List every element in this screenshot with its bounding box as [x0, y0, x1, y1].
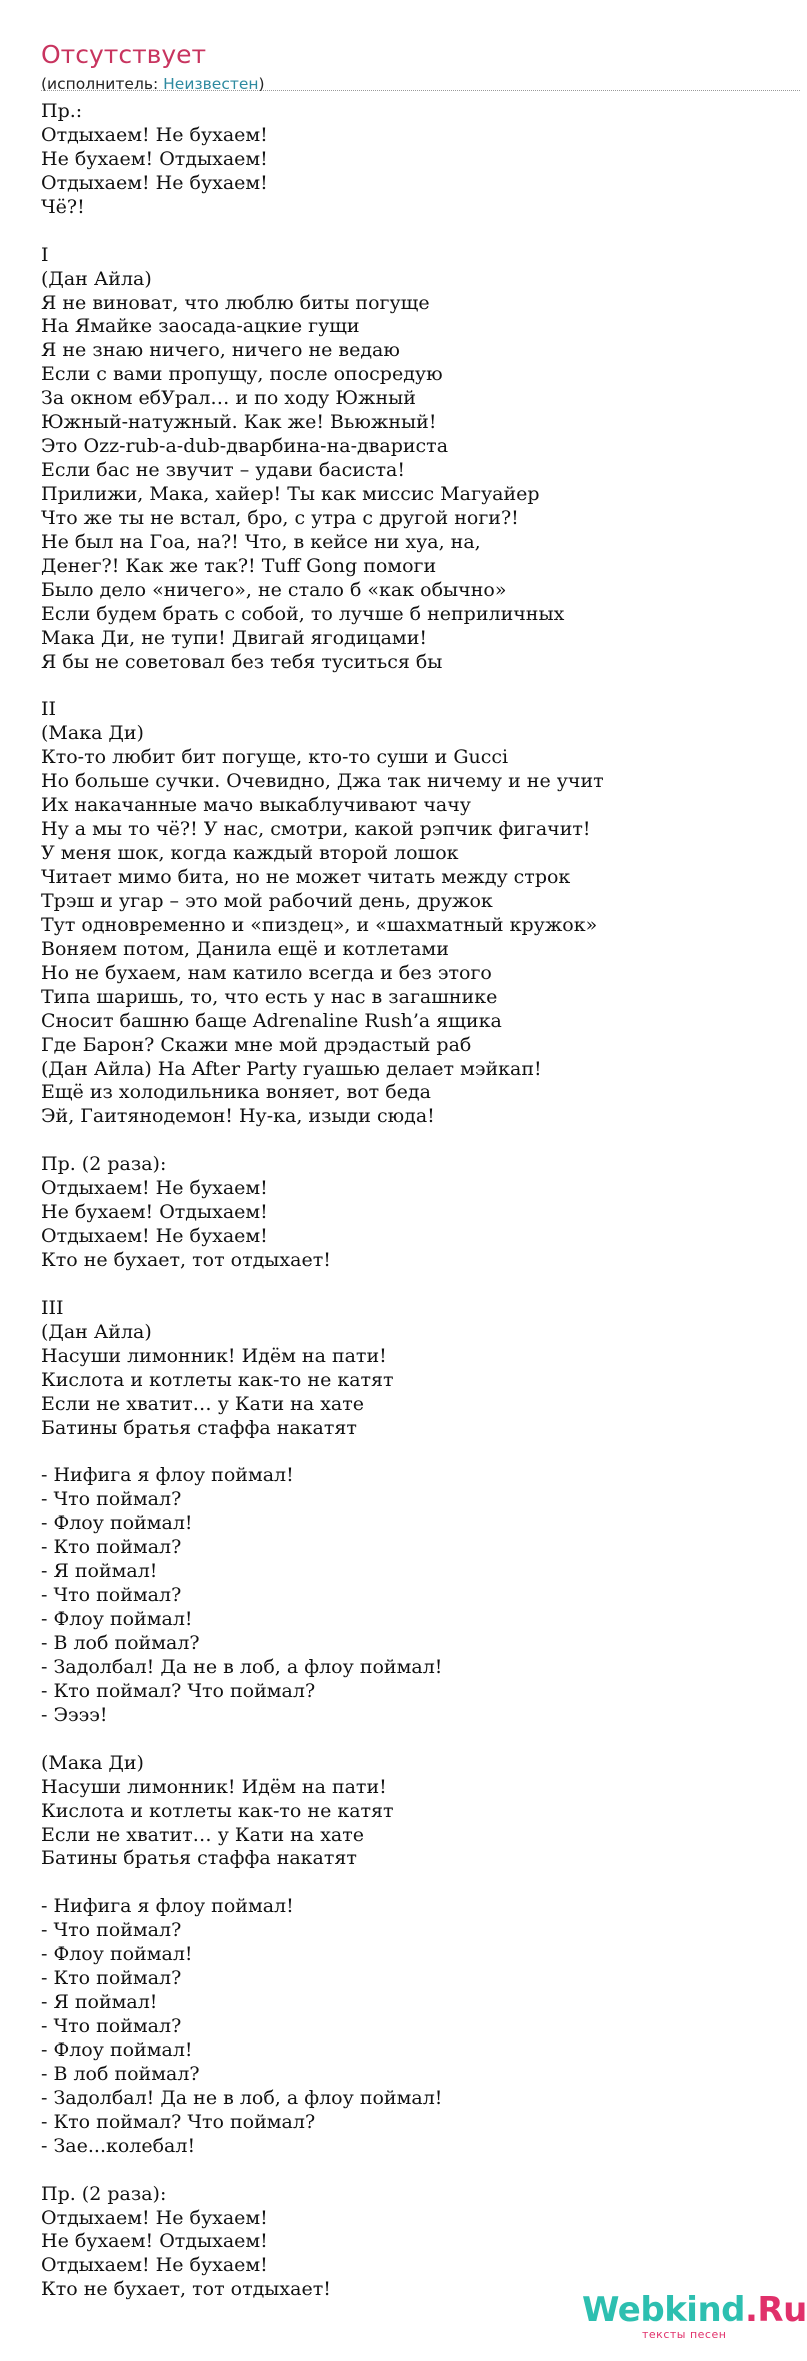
lyric-line: Читает мимо бита, но не может читать между строк [41, 866, 571, 888]
webkind-logo[interactable] [582, 2290, 807, 2350]
lyric-line: - Задолбал! Да не в лоб, а флоу поймал! [41, 2086, 443, 2109]
lyric-line: Насуши лимонник! Идём на пати! [41, 1344, 387, 1367]
lyric-line: (Дан Айла) [41, 267, 152, 290]
lyric-line: Южный-натужный. Как же! Вьюжный! [41, 411, 437, 434]
lyric-line: - В лоб поймал? [41, 1632, 200, 1654]
lyric-line: (Мака Ди) [41, 1751, 144, 1774]
lyric-line: Не бухаем! Отдыхаем! [41, 147, 268, 170]
lyric-line: - Что поймал? [41, 1488, 182, 1511]
lyric-line: Я бы не советовал без тебя туситься бы [41, 650, 443, 673]
lyric-line: Их накачанные мачо выкаблучивают чачу [41, 794, 471, 817]
lyric-line: Насуши лимонник! Идём на пати! [41, 1775, 387, 1798]
lyric-line: - Задолбал! Да не в лоб, а флоу поймал! [41, 1655, 443, 1678]
lyric-line: Типа шаришь, то, что есть у нас в загашнике [41, 985, 498, 1008]
lyric-line: Тут одновременно и «пиздец», и «шахматный кружок» [41, 913, 598, 936]
logo-main-text: Webkind [582, 2290, 745, 2330]
lyric-line [41, 2159, 791, 2183]
logo-suffix: .Ru [745, 2290, 807, 2330]
header-divider [41, 90, 800, 91]
lyric-line: Воняем потом, Данила ещё и котлетами [41, 937, 449, 960]
lyric-line: Пр. (2 раза): [41, 2182, 167, 2205]
lyric-line: Было дело «ничего», не стало б «как обычно» [41, 578, 507, 601]
lyric-line: Отдыхаем! Не бухаем! [41, 171, 268, 194]
lyric-line: Что же ты не встал, бро, с утра с другой ноги?! [41, 506, 519, 529]
lyric-line: - Я поймал! [41, 1560, 158, 1583]
lyric-line [41, 675, 791, 699]
lyric-line: - В лоб поймал? [41, 2062, 200, 2085]
lyric-line: Батины братья стаффа накатят [41, 1416, 357, 1439]
lyric-line: - Кто поймал? [41, 1536, 182, 1559]
lyric-line: II [41, 698, 57, 721]
logo-tagline: тексты песен [642, 2328, 727, 2341]
lyric-line: Если будем брать с собой, то лучше б неприличных [41, 602, 565, 625]
lyric-line: Кислота и котлеты как-то не катят [41, 1799, 394, 1822]
lyric-line: Мака Ди, не тупи! Двигай ягодицами! [41, 626, 428, 649]
song-header [41, 40, 801, 94]
lyric-line: Если с вами пропущу, после опосредую [41, 363, 443, 386]
lyrics-text [41, 100, 791, 2302]
lyric-line: Ещё из холодильника воняет, вот беда [41, 1081, 431, 1104]
lyric-line: I [41, 243, 49, 266]
lyric-line: Сносит башню баще Adrenaline Rush’а ящика [41, 1009, 502, 1032]
lyric-line: - Нифига я флоу поймал! [41, 1464, 294, 1487]
artist-link[interactable]: Неизвестен [163, 75, 259, 93]
lyric-line: III [41, 1296, 64, 1319]
lyric-line: (Дан Айла) [41, 1320, 152, 1343]
lyric-line: Если не хватит… у Кати на хате [41, 1823, 364, 1846]
lyric-line [41, 1129, 791, 1153]
lyric-line: Где Барон? Скажи мне мой дрэдастый раб [41, 1033, 472, 1056]
lyric-line: Чё?! [41, 195, 85, 218]
lyric-line: - Флоу поймал! [41, 1608, 193, 1631]
lyric-line: - Зае...колебал! [41, 2134, 196, 2157]
lyric-line: Я не знаю ничего, ничего не ведаю [41, 339, 400, 362]
lyric-line [41, 220, 791, 244]
lyric-line: Отдыхаем! Не бухаем! [41, 123, 268, 146]
lyric-line: - Флоу поймал! [41, 2038, 193, 2061]
lyric-line: Отдыхаем! Не бухаем! [41, 2206, 268, 2229]
lyric-line: (Дан Айла) На After Party гуашью делает мэйкап! [41, 1057, 542, 1080]
lyric-line: - Нифига я флоу поймал! [41, 1895, 294, 1918]
lyric-line [41, 1871, 791, 1895]
lyric-line [41, 1441, 791, 1465]
lyric-line: Не бухаем! Отдыхаем! [41, 1201, 268, 1224]
lyric-line: - Что поймал? [41, 2015, 182, 2037]
lyric-line: Отдыхаем! Не бухаем! [41, 1177, 268, 1200]
lyric-line: Не бухаем! Отдыхаем! [41, 2230, 268, 2253]
lyric-line: Если бас не звучит – удави басиста! [41, 459, 406, 482]
lyric-line: Отдыхаем! Не бухаем! [41, 1225, 268, 1248]
lyric-line: Эй, Гаитянодемон! Ну-ка, изыди сюда! [41, 1105, 435, 1128]
lyric-line: Кто-то любит бит погуще, кто-то суши и Gucci [41, 746, 509, 769]
lyric-line: Прилижи, Мака, хайер! Ты как миссис Магуайер [41, 483, 540, 505]
lyric-line: - Флоу поймал! [41, 1943, 193, 1966]
lyric-line: Кто не бухает, тот отдыхает! [41, 1249, 331, 1271]
lyric-line: Батины братья стаффа накатят [41, 1847, 357, 1870]
lyric-line: - Что поймал? [41, 1584, 182, 1607]
lyric-line: Но больше сучки. Очевидно, Джа так ничему и не учит [41, 770, 604, 793]
lyric-line [41, 1728, 791, 1752]
lyric-line: - Ээээ! [41, 1703, 108, 1726]
lyric-line: - Кто поймал? Что поймал? [41, 1679, 316, 1702]
lyric-line: Но не бухаем, нам катило всегда и без этого [41, 961, 492, 984]
lyric-line: - Флоу поймал! [41, 1512, 193, 1535]
lyric-line: - Кто поймал? [41, 1967, 182, 1990]
lyric-line: Трэш и угар – это мой рабочий день, дружок [41, 889, 493, 912]
lyric-line: У меня шок, когда каждый второй лошок [41, 842, 459, 865]
artist-prefix: (исполнитель: [41, 75, 164, 93]
lyric-line: Денег?! Как же так?! Tuff Gong помоги [41, 554, 437, 577]
lyric-line: - Что поймал? [41, 1919, 182, 1942]
song-title: Отсутствует [41, 40, 207, 69]
artist-suffix: ) [258, 75, 265, 93]
lyric-line: Ну а мы то чё?! У нас, смотри, какой рэпчик фигачит! [41, 818, 591, 841]
lyric-line: Кислота и котлеты как-то не катят [41, 1368, 394, 1391]
lyric-line: Не был на Гоа, на?! Что, в кейсе ни хуа, на, [41, 530, 481, 553]
lyric-line: Я не виноват, что люблю биты погуще [41, 291, 430, 314]
lyric-line: Если не хватит… у Кати на хате [41, 1392, 364, 1415]
lyric-line: (Мака Ди) [41, 722, 144, 745]
lyric-line: Пр. (2 раза): [41, 1153, 167, 1176]
lyric-line: Кто не бухает, тот отдыхает! [41, 2278, 331, 2301]
lyric-line: Пр.: [41, 100, 83, 122]
logo-wordmark [582, 2290, 807, 2330]
lyric-line: - Я поймал! [41, 1991, 158, 2014]
lyric-line: - Кто поймал? Что поймал? [41, 2110, 316, 2133]
artist-line [41, 74, 801, 94]
lyric-line: За окном ебУрал… и по ходу Южный [41, 387, 416, 410]
lyric-line: Это Ozz-rub-a-dub-дварбина-на-двариста [41, 435, 449, 458]
lyric-line [41, 1273, 791, 1297]
lyric-line: Отдыхаем! Не бухаем! [41, 2254, 268, 2277]
lyric-line: На Ямайке заосада-ацкие гущи [41, 315, 360, 338]
